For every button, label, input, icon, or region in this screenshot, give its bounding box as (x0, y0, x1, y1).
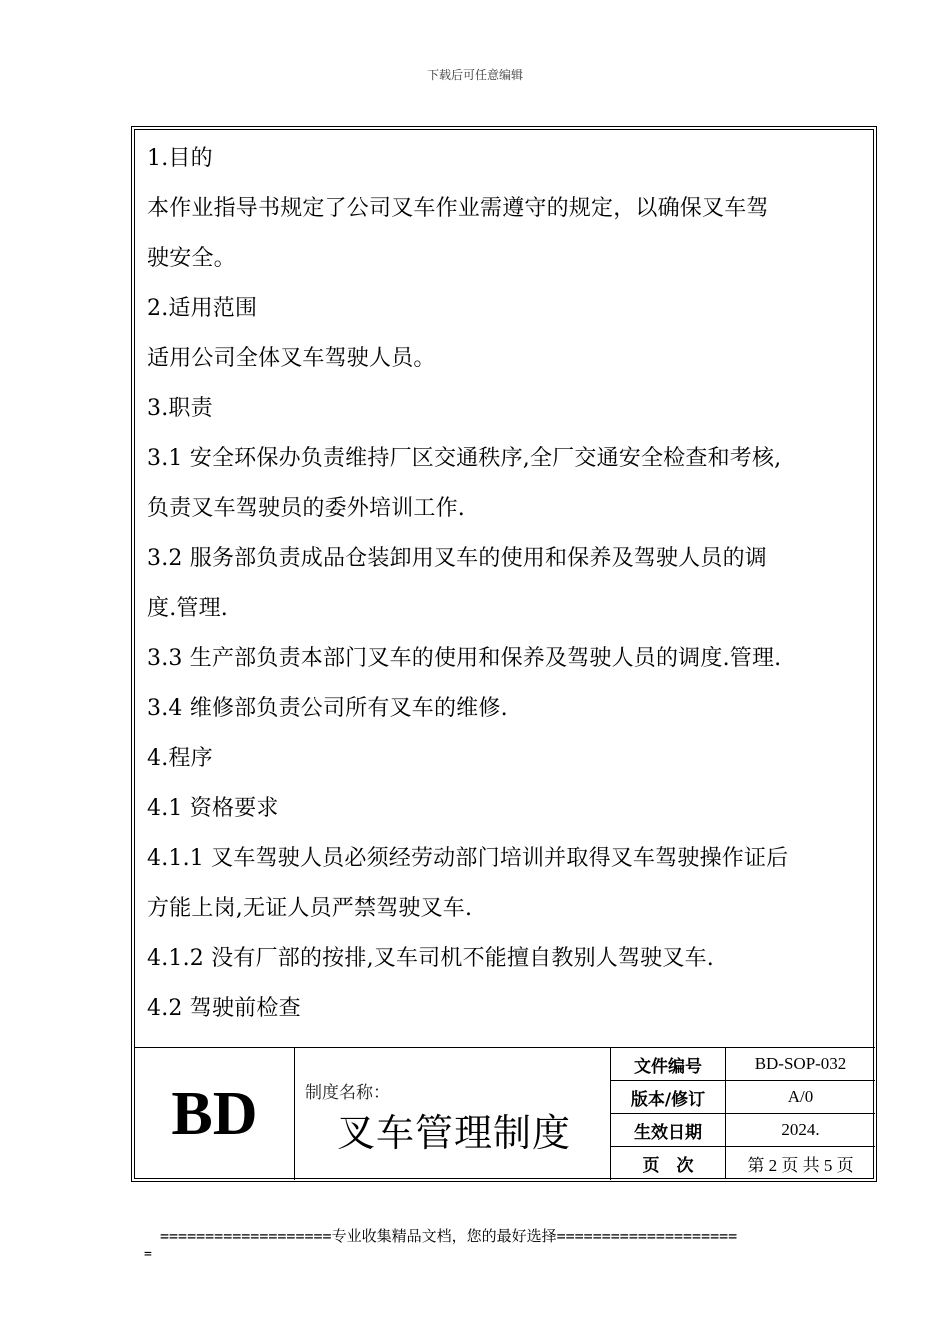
document-frame (131, 126, 877, 1182)
body-line: 方能上岗,无证人员严禁驾驶叉车. (147, 896, 473, 921)
policy-title: 叉车管理制度 (337, 1111, 572, 1155)
body-line: 4.程序 (147, 746, 213, 771)
header-note: 下载后可任意编辑 (426, 68, 523, 82)
body-line: 3.3 生产部负责本部门叉车的使用和保养及驾驶人员的调度.管理. (147, 646, 782, 671)
body-line: 2.适用范围 (147, 296, 258, 321)
footer-table (135, 1047, 875, 1179)
body-line: 适用公司全体叉车驾驶人员。 (147, 346, 436, 371)
body-line: 3.4 维修部负责公司所有叉车的维修. (147, 696, 508, 721)
meta-row-page (611, 1147, 875, 1179)
meta-key: 页 次 (611, 1147, 726, 1179)
meta-row-effective-date (611, 1114, 875, 1147)
meta-key: 生效日期 (611, 1114, 726, 1146)
body-line: 1.目的 (147, 146, 213, 171)
meta-value: A/0 (787, 1087, 814, 1106)
body-line: 4.1.1 叉车驾驶人员必须经劳动部门培训并取得叉车驾驶操作证后 (147, 846, 789, 871)
document-body (147, 134, 869, 1034)
meta-row-version (611, 1081, 875, 1114)
body-line: 负责叉车驾驶员的委外培训工作. (147, 496, 465, 521)
bottom-note-continuation: = (144, 1247, 152, 1262)
meta-key: 版本/修订 (611, 1081, 726, 1113)
meta-row-doc-number (611, 1048, 875, 1081)
policy-name-cell (295, 1048, 611, 1180)
meta-key: 文件编号 (611, 1048, 726, 1080)
meta-value: 第 2 页 共 5 页 (747, 1155, 854, 1175)
body-line: 度.管理. (147, 596, 228, 621)
body-line: 4.2 驾驶前检查 (147, 996, 301, 1021)
company-logo: BD (135, 1048, 295, 1180)
body-line: 3.职责 (147, 396, 213, 421)
body-line: 3.1 安全环保办负责维持厂区交通秩序,全厂交通安全检查和考核, (147, 446, 782, 471)
body-line: 本作业指导书规定了公司叉车作业需遵守的规定，以确保叉车驾 (147, 196, 769, 221)
document-meta (611, 1048, 875, 1180)
body-line: 4.1.2 没有厂部的按排,叉车司机不能擅自教别人驾驶叉车. (147, 946, 714, 971)
bottom-note: ===================专业收集精品文档，您的最好选择==================== (160, 1227, 738, 1245)
body-line: 4.1 资格要求 (147, 796, 279, 821)
body-line: 3.2 服务部负责成品仓装卸用叉车的使用和保养及驾驶人员的调 (147, 546, 767, 571)
policy-name-label: 制度名称： (305, 1083, 390, 1103)
meta-value: BD-SOP-032 (754, 1054, 847, 1073)
document-inner-frame (134, 129, 874, 1179)
meta-value: 2024. (781, 1120, 820, 1139)
body-line: 驶安全。 (147, 246, 236, 271)
